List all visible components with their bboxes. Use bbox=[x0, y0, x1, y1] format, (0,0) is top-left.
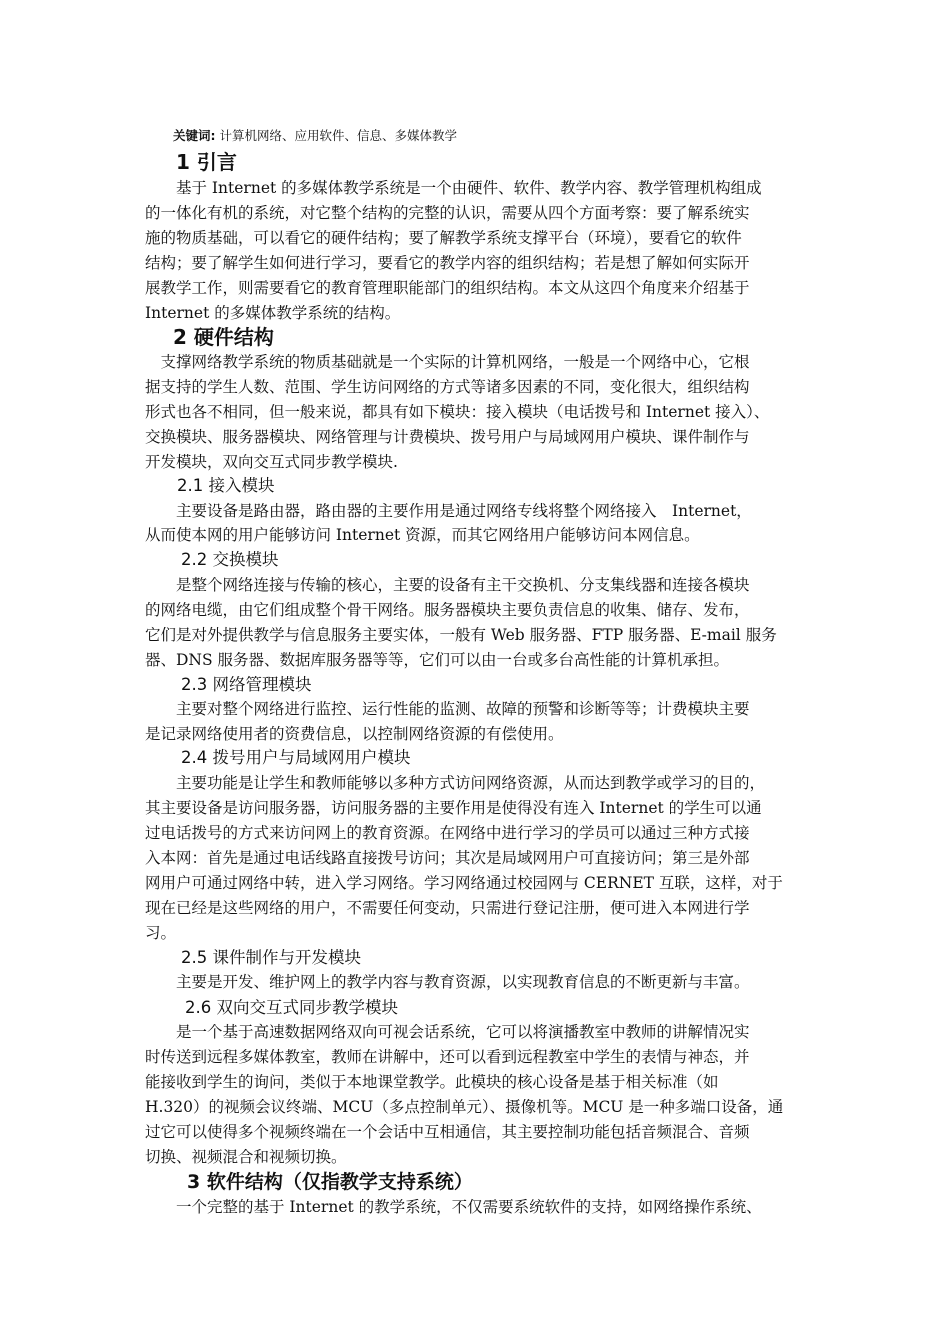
paragraph-line: 切换、视频混合和视频切换。 bbox=[145, 1148, 347, 1166]
paragraph-line: Internet 的多媒体教学系统的结构。 bbox=[145, 304, 401, 322]
paragraph-line: 现在已经是这些网络的用户，不需要任何变动，只需进行登记注册，便可进入本网进行学 bbox=[145, 899, 750, 917]
paragraph-line: 的一体化有机的系统，对它整个结构的完整的认识，需要从四个方面考察：要了解系统实 bbox=[145, 204, 750, 222]
paragraph-line: 能接收到学生的询问，类似于本地课堂教学。此模块的核心设备是基于相关标准（如 bbox=[145, 1073, 719, 1091]
paragraph-line: 是整个网络连接与传输的核心，主要的设备有主干交换机、分支集线器和连接各模块 bbox=[145, 576, 750, 594]
paragraph-line: 形式也各不相同，但一般来说，都具有如下模块：接入模块（电话拨号和 Internet 接入）、 bbox=[145, 403, 770, 421]
paragraph-line: 主要对整个网络进行监控、运行性能的监测、故障的预警和诊断等等；计费模块主要 bbox=[145, 700, 750, 718]
paragraph-line: 主要功能是让学生和教师能够以多种方式访问网络资源，从而达到教学或学习的目的， bbox=[145, 774, 766, 792]
paragraph-line: 从而使本网的用户能够访问 Internet 资源，而其它网络用户能够访问本网信息。 bbox=[145, 526, 700, 544]
paragraph-line: 主要是开发、维护网上的教学内容与教育资源，以实现教育信息的不断更新与丰富。 bbox=[145, 973, 750, 991]
paragraph-line: 过它可以使得多个视频终端在一个会话中互相通信，其主要控制功能包括音频混合、音频 bbox=[145, 1123, 750, 1141]
paragraph-line: 开发模块，双向交互式同步教学模块. bbox=[145, 453, 398, 471]
heading-2-1: 2.1 接入模块 bbox=[177, 476, 275, 495]
paragraph-line: 施的物质基础，可以看它的硬件结构；要了解教学系统支撑平台（环境），要看它的软件 bbox=[145, 229, 742, 247]
heading-intro: 1 引言 bbox=[176, 150, 237, 174]
paragraph-line: 主要设备是路由器，路由器的主要作用是通过网络专线将整个网络接入 Internet， bbox=[145, 502, 752, 520]
paragraph-line: 网用户可通过网络中转，进入学习网络。学习网络通过校园网与 CERNET 互联，这样，对于 bbox=[145, 874, 783, 892]
heading-hardware: 2 硬件结构 bbox=[173, 325, 274, 349]
paragraph-line: 结构；要了解学生如何进行学习，要看它的教学内容的组织结构；若是想了解如何实际开 bbox=[145, 254, 750, 272]
paragraph-line: 其主要设备是访问服务器，访问服务器的主要作用是使得没有连入 Internet 的学生可以通 bbox=[145, 799, 762, 817]
heading-software: 3 软件结构（仅指教学支持系统） bbox=[187, 1171, 473, 1193]
keywords-label: 关键词: bbox=[173, 128, 216, 143]
paragraph-line: 一个完整的基于 Internet 的教学系统，不仅需要系统软件的支持，如网络操作系统、 bbox=[145, 1198, 762, 1216]
keywords-line bbox=[173, 126, 457, 146]
paragraph-line: 是一个基于高速数据网络双向可视会话系统，它可以将演播教室中教师的讲解情况实 bbox=[145, 1023, 750, 1041]
paragraph-line: 展教学工作，则需要看它的教育管理职能部门的组织结构。本文从这四个角度来介绍基于 bbox=[145, 279, 750, 297]
paragraph-line: H.320）的视频会议终端、MCU（多点控制单元）、摄像机等。MCU 是一种多端口设备，通 bbox=[145, 1098, 784, 1116]
paragraph-line: 是记录网络使用者的资费信息，以控制网络资源的有偿使用。 bbox=[145, 725, 564, 743]
heading-2-4: 2.4 拨号用户与局域网用户模块 bbox=[181, 748, 411, 767]
heading-2-2: 2.2 交换模块 bbox=[181, 550, 279, 569]
paragraph-line: 据支持的学生人数、范围、学生访问网络的方式等诸多因素的不同，变化很大，组织结构 bbox=[145, 378, 750, 396]
heading-2-6: 2.6 双向交互式同步教学模块 bbox=[185, 998, 398, 1017]
paragraph-line: 支撑网络教学系统的物质基础就是一个实际的计算机网络，一般是一个网络中心，它根 bbox=[145, 353, 750, 371]
paragraph-line: 它们是对外提供教学与信息服务主要实体，一般有 Web 服务器、FTP 服务器、E-mail 服务 bbox=[145, 626, 777, 644]
heading-2-3: 2.3 网络管理模块 bbox=[181, 675, 312, 694]
keywords-text: 计算机网络、应用软件、信息、多媒体教学 bbox=[219, 128, 457, 143]
heading-2-5: 2.5 课件制作与开发模块 bbox=[181, 948, 361, 967]
paragraph-line: 习。 bbox=[145, 924, 177, 942]
paragraph-line: 基于 Internet 的多媒体教学系统是一个由硬件、软件、教学内容、教学管理机构组成 bbox=[145, 179, 762, 197]
paragraph-line: 时传送到远程多媒体教室，教师在讲解中，还可以看到远程教室中学生的表情与神态，并 bbox=[145, 1048, 750, 1066]
paragraph-line: 过电话拨号的方式来访问网上的教育资源。在网络中进行学习的学员可以通过三种方式接 bbox=[145, 824, 750, 842]
paragraph-line: 的网络电缆，由它们组成整个骨干网络。服务器模块主要负责信息的收集、储存、发布， bbox=[145, 601, 750, 619]
paragraph-line: 器、DNS 服务器、数据库服务器等等，它们可以由一台或多台高性能的计算机承担。 bbox=[145, 651, 730, 669]
paragraph-line: 入本网：首先是通过电话线路直接拨号访问；其次是局域网用户可直接访问；第三是外部 bbox=[145, 849, 750, 867]
paragraph-line: 交换模块、服务器模块、网络管理与计费模块、拨号用户与局域网用户模块、课件制作与 bbox=[145, 428, 750, 446]
